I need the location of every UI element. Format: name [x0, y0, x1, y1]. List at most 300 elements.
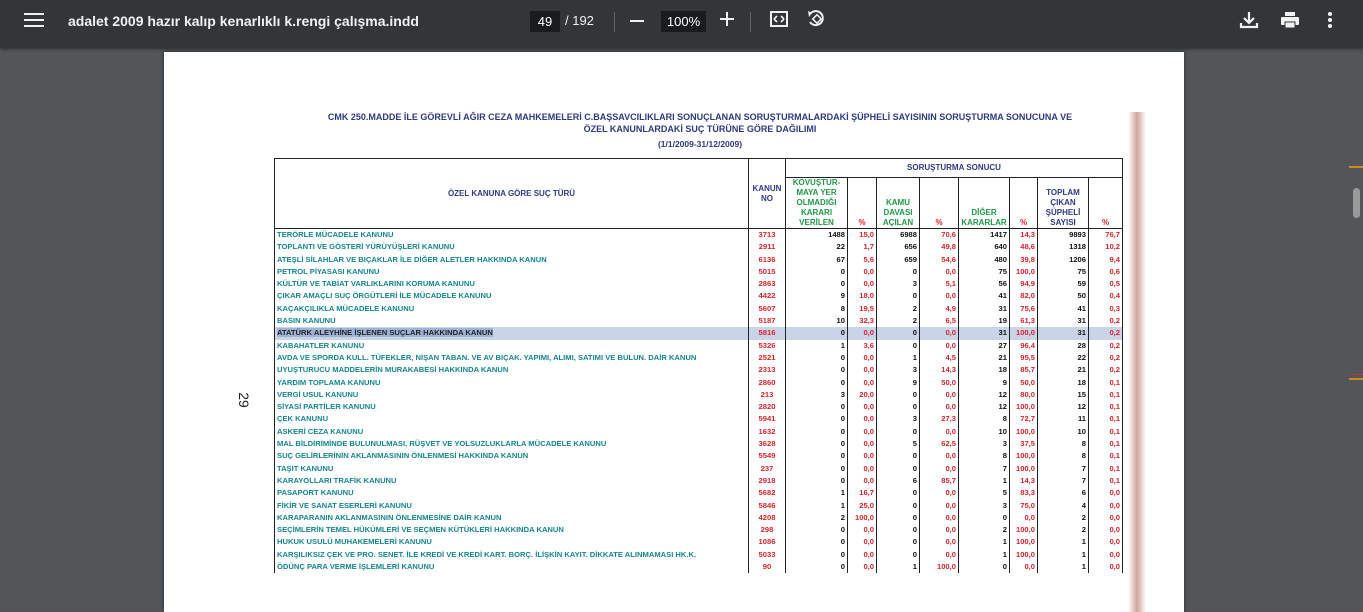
- page-number: 29: [235, 392, 252, 408]
- kamu-davasi-count: 3: [877, 364, 920, 376]
- kamu-davasi-count: 0: [877, 426, 920, 438]
- law-name-text: HUKUK USULÜ MUHAKEMELERİ KANUNU: [277, 537, 432, 547]
- toplam-count: 1318: [1038, 241, 1089, 253]
- scan-shadow: [1128, 112, 1146, 612]
- print-icon[interactable]: [1279, 9, 1301, 31]
- law-name-text: KÜLTÜR VE TABİAT VARLIKLARINI KORUMA KANUNU: [277, 279, 475, 289]
- diger-count: 41: [959, 290, 1010, 302]
- kovusturma-count: 1: [786, 340, 848, 352]
- kamu-davasi-percent: 0,0: [920, 290, 959, 302]
- table-row: [275, 278, 1123, 290]
- diger-percent: 100,0: [1010, 327, 1038, 339]
- col-header-percent: %: [1089, 178, 1123, 229]
- heading-date-range: (1/1/2009-31/12/2009): [657, 139, 743, 149]
- kovusturma-percent: 1,7: [848, 241, 877, 253]
- toplam-percent: 0,6: [1089, 266, 1123, 278]
- law-name-text: UYUŞTURUCU MADDELERİN MURAKABESİ HAKKINDA KANUN: [277, 365, 509, 375]
- kamu-davasi-percent: 54,6: [920, 254, 959, 266]
- toplam-percent: 10,2: [1089, 241, 1123, 253]
- toplam-count: 2: [1038, 512, 1089, 524]
- toplam-percent: 0,3: [1089, 303, 1123, 315]
- kamu-davasi-count: 1: [877, 352, 920, 364]
- heading-line-1: CMK 250.MADDE İLE GÖREVLİ AĞIR CEZA MAHKEMELERİ C.BAŞSAVCILIKLARI SONUÇLANAN SORUŞTURMALARDAKİ ŞÜPHELİ SAYISININ SORUŞTURMA SONUCUNA VE: [327, 112, 1073, 122]
- toplam-percent: 0,0: [1089, 487, 1123, 499]
- toplam-percent: 0,2: [1089, 352, 1123, 364]
- law-name-text: TAŞIT KANUNU: [277, 463, 334, 473]
- kovusturma-percent: 19,5: [848, 303, 877, 315]
- law-name: [275, 315, 749, 327]
- diger-count: 12: [959, 401, 1010, 413]
- toplam-count: 7: [1038, 475, 1089, 487]
- kovusturma-percent: 0,0: [848, 524, 877, 536]
- toplam-count: 28: [1038, 340, 1089, 352]
- page-total: / 192: [565, 13, 594, 28]
- kovusturma-percent: 16,7: [848, 487, 877, 499]
- law-name-text: FİKİR VE SANAT ESERLERİ KANUNU: [277, 500, 412, 510]
- diger-count: 10: [959, 426, 1010, 438]
- law-name-text: MAL BİLDİRİMİNDE BULUNULMASI, RÜŞVET VE YOLSUZLUKLARLA MÜCADELE KANUNU: [277, 439, 607, 449]
- toplam-count: 31: [1038, 315, 1089, 327]
- law-number: 4208: [749, 512, 786, 524]
- kovusturma-percent: 0,0: [848, 364, 877, 376]
- kamu-davasi-count: 2: [877, 303, 920, 315]
- diger-percent: 75,6: [1010, 303, 1038, 315]
- law-number: 5326: [749, 340, 786, 352]
- law-name: [275, 229, 749, 242]
- toplam-count: 1206: [1038, 254, 1089, 266]
- toplam-percent: 0,0: [1089, 549, 1123, 561]
- col-header-kovusturma: KOVUŞTUR-MAYA YER OLMADIĞI KARARI VERİLEN: [786, 178, 848, 229]
- toplam-count: 8: [1038, 450, 1089, 462]
- heading-line-2: ÖZEL KANUNLARDAKİ SUÇ TÜRÜNE GÖRE DAĞILIMI: [583, 124, 817, 134]
- kamu-davasi-count: 0: [877, 487, 920, 499]
- diger-percent: 100,0: [1010, 426, 1038, 438]
- toplam-count: 59: [1038, 278, 1089, 290]
- toplam-count: 1: [1038, 561, 1089, 573]
- law-name: [275, 303, 749, 315]
- law-name-text: SİYASİ PARTİLER KANUNU: [277, 402, 376, 412]
- table-row: [275, 401, 1123, 413]
- law-name: [275, 413, 749, 425]
- kamu-davasi-percent: 0,0: [920, 487, 959, 499]
- diger-count: 27: [959, 340, 1010, 352]
- col-header-toplam: TOPLAM ÇIKAN ŞÜPHELİ SAYISI: [1038, 178, 1089, 229]
- kovusturma-count: 1: [786, 500, 848, 512]
- kamu-davasi-percent: 0,0: [920, 536, 959, 548]
- kamu-davasi-percent: 70,6: [920, 229, 959, 242]
- table-row: [275, 290, 1123, 302]
- diger-count: 8: [959, 413, 1010, 425]
- zoom-input[interactable]: 100%: [661, 11, 706, 32]
- kamu-davasi-percent: 0,0: [920, 524, 959, 536]
- toplam-percent: 0,1: [1089, 401, 1123, 413]
- law-number: 5941: [749, 413, 786, 425]
- col-header-diger-kararlar: DİĞER KARARLAR: [959, 178, 1010, 229]
- kovusturma-count: 22: [786, 241, 848, 253]
- fit-page-icon[interactable]: [770, 11, 788, 27]
- diger-count: 2: [959, 524, 1010, 536]
- rotate-icon[interactable]: [806, 9, 826, 29]
- toplam-count: 8: [1038, 438, 1089, 450]
- document-title: adalet 2009 hazır kalıp kenarlıklı k.rengi çalışma.indd: [68, 13, 419, 29]
- toplam-count: 1: [1038, 536, 1089, 548]
- kamu-davasi-count: 3: [877, 278, 920, 290]
- kamu-davasi-percent: 4,9: [920, 303, 959, 315]
- kamu-davasi-count: 0: [877, 500, 920, 512]
- diger-percent: 14,3: [1010, 475, 1038, 487]
- kamu-davasi-percent: 0,0: [920, 426, 959, 438]
- law-number: 5549: [749, 450, 786, 462]
- col-header-kamu-davasi: KAMU DAVASI AÇILAN: [877, 178, 920, 229]
- kovusturma-percent: 0,0: [848, 426, 877, 438]
- kovusturma-percent: 100,0: [848, 512, 877, 524]
- kamu-davasi-percent: 0,0: [920, 450, 959, 462]
- table-row: [275, 266, 1123, 278]
- col-header-suc-turu: ÖZEL KANUNA GÖRE SUÇ TÜRÜ: [275, 159, 749, 229]
- kamu-davasi-count: 0: [877, 463, 920, 475]
- table-row: [275, 352, 1123, 364]
- toplam-percent: 0,0: [1089, 561, 1123, 573]
- kamu-davasi-percent: 0,0: [920, 401, 959, 413]
- diger-percent: 50,0: [1010, 377, 1038, 389]
- toplam-percent: 9,4: [1089, 254, 1123, 266]
- diger-count: 31: [959, 327, 1010, 339]
- kovusturma-count: 10: [786, 315, 848, 327]
- diger-percent: 72,7: [1010, 413, 1038, 425]
- table-row: [275, 536, 1123, 548]
- diger-count: 7: [959, 463, 1010, 475]
- law-name: [275, 352, 749, 364]
- diger-percent: 96,4: [1010, 340, 1038, 352]
- law-number: 5033: [749, 549, 786, 561]
- kovusturma-count: 0: [786, 536, 848, 548]
- toplam-count: 6: [1038, 487, 1089, 499]
- law-name: [275, 327, 749, 339]
- diger-count: 1417: [959, 229, 1010, 242]
- kovusturma-count: 0: [786, 475, 848, 487]
- toplam-count: 50: [1038, 290, 1089, 302]
- table-row: [275, 500, 1123, 512]
- diger-count: 12: [959, 389, 1010, 401]
- law-name: [275, 512, 749, 524]
- table-row: [275, 254, 1123, 266]
- diger-percent: 94,9: [1010, 278, 1038, 290]
- law-name: [275, 536, 749, 548]
- diger-count: 56: [959, 278, 1010, 290]
- diger-count: 5: [959, 487, 1010, 499]
- law-name: [275, 438, 749, 450]
- table-row: [275, 561, 1123, 573]
- toplam-count: 15: [1038, 389, 1089, 401]
- kamu-davasi-count: 1: [877, 561, 920, 573]
- law-name-text: ASKERİ CEZA KANUNU: [277, 426, 364, 436]
- diger-count: 0: [959, 512, 1010, 524]
- col-header-percent: %: [1010, 178, 1038, 229]
- kovusturma-percent: 0,0: [848, 278, 877, 290]
- kamu-davasi-percent: 0,0: [920, 389, 959, 401]
- law-name: [275, 377, 749, 389]
- toplam-count: 7: [1038, 463, 1089, 475]
- toplam-count: 31: [1038, 327, 1089, 339]
- kamu-davasi-count: 0: [877, 340, 920, 352]
- kovusturma-percent: 0,0: [848, 377, 877, 389]
- law-name: [275, 340, 749, 352]
- diger-count: 19: [959, 315, 1010, 327]
- toplam-percent: 0,2: [1089, 327, 1123, 339]
- law-name-text: AVDA VE SPORDA KULL. TÜFEKLER, NİŞAN TABAN. VE AV BIÇAK. YAPIMI, ALIMI, SATIMI VE BULUN. DAİR KANUN: [277, 352, 697, 362]
- diger-count: 1: [959, 549, 1010, 561]
- kovusturma-percent: 0,0: [848, 549, 877, 561]
- kamu-davasi-percent: 4,5: [920, 352, 959, 364]
- law-name-text: PETROL PİYASASI KANUNU: [277, 266, 380, 276]
- law-name-text: SUÇ GELİRLERİNİN AKLANMASININ ÖNLENMESİ HAKKINDA KANUN: [277, 451, 529, 461]
- law-number: 5607: [749, 303, 786, 315]
- table-row: [275, 463, 1123, 475]
- law-number: 2313: [749, 364, 786, 376]
- law-name: [275, 500, 749, 512]
- table-row: [275, 438, 1123, 450]
- diger-count: 640: [959, 241, 1010, 253]
- kamu-davasi-percent: 0,0: [920, 512, 959, 524]
- kovusturma-count: 0: [786, 352, 848, 364]
- table-row: [275, 389, 1123, 401]
- kamu-davasi-percent: 62,5: [920, 438, 959, 450]
- law-name-text: KARAPARANIN AKLANMASININ ÖNLENMESİNE DAİR KANUN: [277, 512, 502, 522]
- law-name-text: YARDIM TOPLAMA KANUNU: [277, 377, 381, 387]
- diger-percent: 0,0: [1010, 561, 1038, 573]
- download-icon[interactable]: [1238, 9, 1260, 31]
- law-name: [275, 524, 749, 536]
- scroll-marker: [1349, 378, 1363, 380]
- kamu-davasi-percent: 50,0: [920, 377, 959, 389]
- kamu-davasi-count: 0: [877, 512, 920, 524]
- table-row: [275, 377, 1123, 389]
- kovusturma-count: 0: [786, 266, 848, 278]
- diger-percent: 85,7: [1010, 364, 1038, 376]
- toplam-percent: 0,1: [1089, 426, 1123, 438]
- diger-percent: 100,0: [1010, 450, 1038, 462]
- law-name: [275, 266, 749, 278]
- diger-count: 75: [959, 266, 1010, 278]
- diger-percent: 82,0: [1010, 290, 1038, 302]
- kamu-davasi-percent: 14,3: [920, 364, 959, 376]
- law-name: [275, 475, 749, 487]
- law-number: 2820: [749, 401, 786, 413]
- law-number: 1632: [749, 426, 786, 438]
- law-name: [275, 401, 749, 413]
- law-name-text: ATATÜRK ALEYHİNE İŞLENEN SUÇLAR HAKKINDA KANUN: [277, 328, 493, 338]
- kamu-davasi-count: 0: [877, 536, 920, 548]
- law-name: [275, 487, 749, 499]
- law-name-text: ÖDÜNÇ PARA VERME İŞLEMLERİ KANUNU: [277, 562, 435, 572]
- law-name-text: ATEŞLİ SİLAHLAR VE BIÇAKLAR İLE DİĞER ALETLER HAKKINDA KANUN: [277, 254, 547, 264]
- law-number: 3713: [749, 229, 786, 242]
- diger-count: 480: [959, 254, 1010, 266]
- kovusturma-count: 1488: [786, 229, 848, 242]
- diger-percent: 100,0: [1010, 549, 1038, 561]
- law-number: 4422: [749, 290, 786, 302]
- toplam-percent: 0,2: [1089, 315, 1123, 327]
- kovusturma-count: 0: [786, 438, 848, 450]
- table-row: [275, 327, 1123, 339]
- scroll-marker: [1349, 374, 1363, 375]
- kovusturma-count: 0: [786, 426, 848, 438]
- group-header-sorusturma-sonucu: SORUŞTURMA SONUCU: [786, 159, 1123, 178]
- toplam-percent: 0,0: [1089, 500, 1123, 512]
- page-number-input[interactable]: 49: [530, 11, 560, 32]
- diger-count: 1: [959, 475, 1010, 487]
- law-number: 2863: [749, 278, 786, 290]
- table-row: [275, 413, 1123, 425]
- kamu-davasi-percent: 0,0: [920, 327, 959, 339]
- kovusturma-count: 0: [786, 278, 848, 290]
- kamu-davasi-count: 0: [877, 389, 920, 401]
- law-name: [275, 364, 749, 376]
- law-name: [275, 254, 749, 266]
- toplam-percent: 0,1: [1089, 413, 1123, 425]
- kovusturma-percent: 18,0: [848, 290, 877, 302]
- kovusturma-count: 0: [786, 463, 848, 475]
- law-number: 5816: [749, 327, 786, 339]
- kamu-davasi-count: 656: [877, 241, 920, 253]
- toplam-percent: 0,1: [1089, 377, 1123, 389]
- law-name: [275, 241, 749, 253]
- toplam-percent: 0,1: [1089, 389, 1123, 401]
- diger-count: 21: [959, 352, 1010, 364]
- kovusturma-percent: 25,0: [848, 500, 877, 512]
- table-row: [275, 315, 1123, 327]
- kamu-davasi-percent: 0,0: [920, 266, 959, 278]
- kamu-davasi-percent: 100,0: [920, 561, 959, 573]
- law-name-text: TOPLANTI VE GÖSTERİ YÜRÜYÜŞLERİ KANUNU: [277, 242, 455, 252]
- toplam-count: 18: [1038, 377, 1089, 389]
- kamu-davasi-count: 0: [877, 450, 920, 462]
- kovusturma-count: 0: [786, 549, 848, 561]
- law-number: 90: [749, 561, 786, 573]
- law-number: 5187: [749, 315, 786, 327]
- diger-percent: 80,0: [1010, 389, 1038, 401]
- diger-percent: 100,0: [1010, 536, 1038, 548]
- scroll-marker: [1349, 166, 1363, 168]
- law-name-text: ÇIKAR AMAÇLI SUÇ ÖRGÜTLERİ İLE MÜCADELE KANUNU: [277, 291, 492, 301]
- zoom-out-icon[interactable]: [630, 20, 644, 22]
- law-number: 3628: [749, 438, 786, 450]
- toplam-percent: 0,2: [1089, 340, 1123, 352]
- kovusturma-count: 3: [786, 389, 848, 401]
- diger-percent: 0,0: [1010, 512, 1038, 524]
- kovusturma-count: 0: [786, 327, 848, 339]
- kamu-davasi-percent: 0,0: [920, 340, 959, 352]
- diger-percent: 39,8: [1010, 254, 1038, 266]
- toplam-percent: 0,0: [1089, 536, 1123, 548]
- toplam-count: 21: [1038, 364, 1089, 376]
- diger-percent: 100,0: [1010, 266, 1038, 278]
- law-name-text: TERÖRLE MÜCADELE KANUNU: [277, 230, 394, 239]
- diger-count: 31: [959, 303, 1010, 315]
- kovusturma-percent: 20,0: [848, 389, 877, 401]
- law-name: [275, 450, 749, 462]
- law-name: [275, 290, 749, 302]
- toplam-percent: 0,1: [1089, 463, 1123, 475]
- kamu-davasi-count: 0: [877, 290, 920, 302]
- law-name-text: KARAYOLLARI TRAFİK KANUNU: [277, 475, 397, 485]
- law-number: 237: [749, 463, 786, 475]
- pdf-toolbar: [0, 0, 1363, 48]
- kovusturma-percent: 15,0: [848, 229, 877, 242]
- kovusturma-count: 8: [786, 303, 848, 315]
- table-row: [275, 524, 1123, 536]
- law-name-text: KARŞILIKSIZ ÇEK VE PRO. SENET. İLE KREDİ VE KREDİ KART. BORÇ. İLİŞKİN KAYIT. DİKKATE ALINMAMASI HK.K.: [277, 549, 697, 559]
- toplam-percent: 0,2: [1089, 364, 1123, 376]
- kamu-davasi-count: 6: [877, 475, 920, 487]
- zoom-in-icon[interactable]: [720, 12, 734, 26]
- law-number: 2911: [749, 241, 786, 253]
- toplam-percent: 76,7: [1089, 229, 1123, 242]
- kamu-davasi-percent: 0,0: [920, 549, 959, 561]
- toplam-percent: 0,0: [1089, 512, 1123, 524]
- kovusturma-count: 0: [786, 561, 848, 573]
- kamu-davasi-count: 0: [877, 549, 920, 561]
- toplam-count: 10: [1038, 426, 1089, 438]
- law-name-text: VERGİ USUL KANUNU: [277, 389, 359, 399]
- table-row: [275, 340, 1123, 352]
- kamu-davasi-count: 5: [877, 438, 920, 450]
- kamu-davasi-percent: 49,8: [920, 241, 959, 253]
- diger-percent: 61,3: [1010, 315, 1038, 327]
- law-name-text: BASIN KANUNU: [277, 316, 336, 326]
- col-header-percent: %: [848, 178, 877, 229]
- kamu-davasi-percent: 0,0: [920, 500, 959, 512]
- law-name-text: PASAPORT KANUNU: [277, 488, 354, 498]
- law-name: [275, 426, 749, 438]
- toolbar-divider: [750, 12, 751, 32]
- more-vert-icon[interactable]: [1320, 10, 1340, 30]
- kovusturma-percent: 32,3: [848, 315, 877, 327]
- table-row: [275, 229, 1123, 242]
- table-row: [275, 303, 1123, 315]
- table-row: [275, 549, 1123, 561]
- kovusturma-count: 67: [786, 254, 848, 266]
- kovusturma-percent: 0,0: [848, 463, 877, 475]
- toplam-count: 41: [1038, 303, 1089, 315]
- toplam-count: 9893: [1038, 229, 1089, 242]
- kovusturma-percent: 0,0: [848, 327, 877, 339]
- law-number: 6136: [749, 254, 786, 266]
- toplam-percent: 0,1: [1089, 475, 1123, 487]
- pdf-page: [164, 52, 1184, 612]
- menu-icon[interactable]: [24, 12, 44, 36]
- toplam-count: 11: [1038, 413, 1089, 425]
- kovusturma-count: 0: [786, 401, 848, 413]
- law-name: [275, 561, 749, 573]
- kamu-davasi-percent: 0,0: [920, 463, 959, 475]
- diger-percent: 100,0: [1010, 401, 1038, 413]
- kovusturma-percent: 0,0: [848, 266, 877, 278]
- law-number: 1086: [749, 536, 786, 548]
- kovusturma-count: 0: [786, 364, 848, 376]
- law-name-text: KABAHATLER KANUNU: [277, 340, 365, 350]
- kovusturma-percent: 0,0: [848, 352, 877, 364]
- kamu-davasi-count: 0: [877, 524, 920, 536]
- scrollbar-thumb[interactable]: [1353, 188, 1360, 218]
- kamu-davasi-count: 6988: [877, 229, 920, 242]
- diger-percent: 100,0: [1010, 463, 1038, 475]
- diger-count: 8: [959, 450, 1010, 462]
- toplam-count: 4: [1038, 500, 1089, 512]
- statistics-table: [274, 158, 1123, 573]
- kamu-davasi-percent: 5,1: [920, 278, 959, 290]
- toplam-percent: 0,1: [1089, 438, 1123, 450]
